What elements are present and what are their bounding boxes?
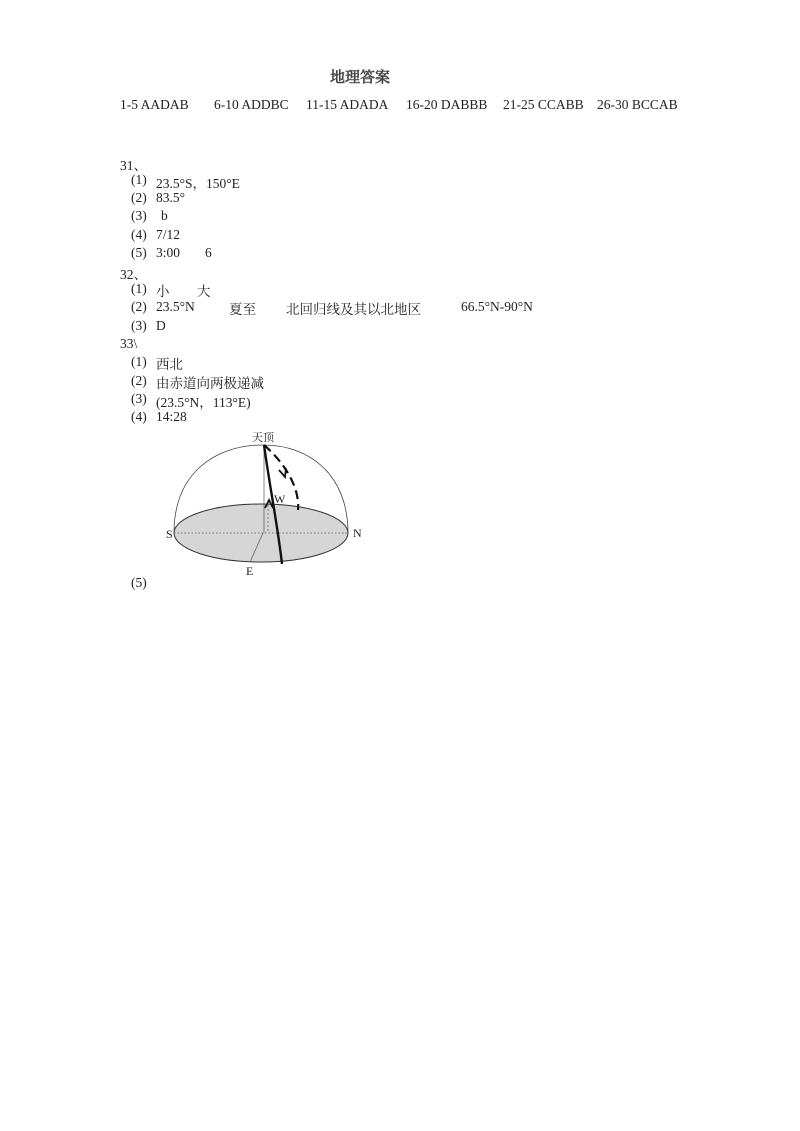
- q32-answer-2a: 23.5°N: [156, 299, 195, 314]
- q31-label-1: (1): [131, 172, 147, 187]
- q32-label-3: (3): [131, 318, 147, 333]
- label-south: S: [166, 527, 173, 541]
- q33-label-4: (4): [131, 409, 147, 424]
- mc-answers-16-20: 16-20 DABBB: [406, 97, 488, 112]
- q31-label-2: (2): [131, 190, 147, 205]
- q31-answer-5b: 6: [205, 245, 212, 260]
- q33-label-1: (1): [131, 354, 147, 369]
- q33-label-3: (3): [131, 391, 147, 406]
- q31-answer-3: b: [161, 208, 168, 223]
- arrow-down-icon: [279, 468, 286, 477]
- mc-answers-11-15: 11-15 ADADA: [306, 97, 389, 112]
- mc-answers-21-25: 21-25 CCABB: [503, 97, 584, 112]
- q31-answer-2: 83.5°: [156, 190, 186, 205]
- q32-answer-1a: 小: [156, 284, 170, 300]
- q32-label-1: (1): [131, 281, 147, 296]
- q31-label-5: (5): [131, 245, 147, 260]
- q31-number: 31、: [120, 158, 147, 173]
- q33-number: 33\: [120, 336, 138, 351]
- q32-answer-1b: 大: [197, 284, 211, 300]
- q33-label-5: (5): [131, 575, 147, 590]
- mc-answers-1-5: 1-5 AADAB: [120, 97, 189, 112]
- q31-answer-4: 7/12: [156, 227, 181, 242]
- page-title: 地理答案: [330, 68, 391, 86]
- sun-path-diagram: [160, 428, 380, 588]
- q33-answer-3: (23.5°N，113°E): [156, 395, 251, 410]
- q33-answer-1: 西北: [156, 357, 183, 373]
- mc-answers-26-30: 26-30 BCCAB: [597, 97, 678, 112]
- q33-answer-2: 由赤道向两极递减: [156, 376, 264, 392]
- q32-answer-2b: 夏至: [229, 302, 256, 318]
- q32-answer-2c: 北回归线及其以北地区: [286, 302, 421, 318]
- q33-answer-4: 14:28: [156, 409, 187, 424]
- q32-number: 32、: [120, 267, 147, 282]
- label-east: E: [246, 564, 254, 578]
- q32-label-2: (2): [131, 299, 147, 314]
- label-zenith: 天顶: [252, 431, 274, 444]
- q31-label-3: (3): [131, 208, 147, 223]
- q31-label-4: (4): [131, 227, 147, 242]
- q32-answer-2d: 66.5°N-90°N: [461, 299, 533, 314]
- q32-answer-3: D: [156, 318, 166, 333]
- label-north: N: [353, 526, 362, 540]
- q33-label-2: (2): [131, 373, 147, 388]
- label-west: W: [274, 492, 286, 506]
- mc-answers-6-10: 6-10 ADDBC: [214, 97, 289, 112]
- q31-answer-1: 23.5°S，150°E: [156, 176, 240, 191]
- q31-answer-5a: 3:00: [156, 245, 181, 260]
